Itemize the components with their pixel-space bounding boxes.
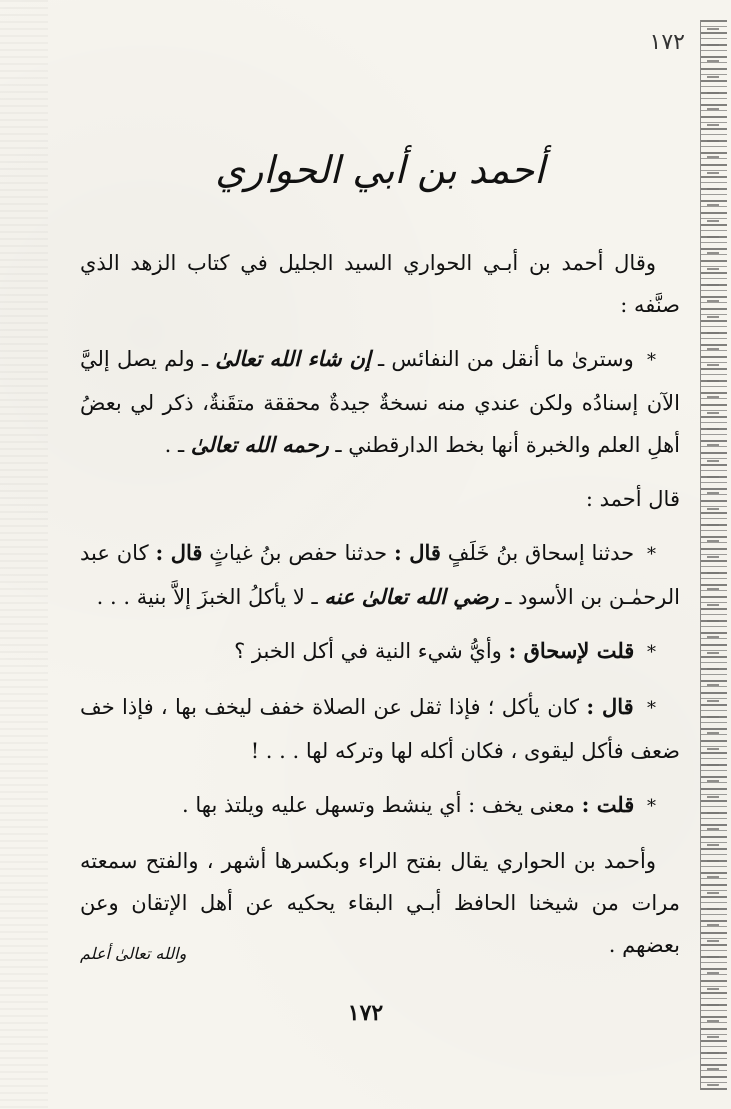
paragraph-note (80, 784, 680, 828)
page-content (80, 120, 680, 978)
star-bullet: * (647, 796, 656, 817)
paragraph-answer (80, 686, 680, 772)
corner-page-mark: ١٧٢ (649, 30, 685, 55)
honorific: رحمه الله تعالىٰ (190, 432, 329, 457)
star-bullet: * (646, 698, 656, 719)
text-segment: كان يأكل ؛ فإذا ثقل عن الصلاة خفف ليخف بها ، فإذا خف ضعف فأكل ليقوى ، فكان أكله لها وتركه لها . . . ! (80, 695, 680, 763)
star-bullet: * (647, 544, 657, 565)
qal-ahmad-text: قال أحمد : (585, 487, 680, 511)
text-segment: ـ ولم يصل إليَّ الآن إسنادُه ولكن عندي منه نسخةٌ جيدةٌ محققة متقَنةٌ، ذكر لي بعضُ أهلِ العلم والخبرة أنها بخط الدارقطني ـ (80, 347, 680, 457)
text-segment: حدثنا إسحاق بنُ خَلَفٍ (447, 541, 635, 565)
text-segment: كان عبد الرحمٰـن بن الأسود ـ (80, 541, 680, 609)
qult-keyword: قلت لإسحاق : (508, 638, 635, 663)
paragraph-question (80, 630, 680, 674)
honorific: إن شاء الله تعالىٰ (215, 346, 371, 371)
paragraph-intro (80, 242, 680, 326)
ornamental-border (700, 20, 727, 1090)
honorific: رضي الله تعالىٰ عنه (324, 584, 499, 609)
star-bullet: * (647, 350, 657, 371)
paragraph-intro-text: وقال أحمد بن أبـي الحواري السيد الجليل في كتاب الزهد الذي صنَّفه : (80, 251, 680, 317)
page-number: ١٧٢ (347, 1000, 384, 1026)
qal-keyword: قال : (586, 694, 634, 719)
chapter-title: أحمد بن أبي الحواري (215, 148, 545, 192)
paragraph-qal-ahmad (80, 478, 680, 520)
qult-keyword: قلت : (581, 792, 635, 817)
paragraph-hadith (80, 532, 680, 618)
text-segment: وسترىٰ ما أنقل من النفائس ـ (378, 347, 634, 371)
scan-left-edge (0, 0, 48, 1109)
star-bullet: * (647, 642, 656, 663)
text-segment: وأيُّ شيء النية في أكل الخبز ؟ (234, 639, 502, 663)
qal-keyword: قال : (393, 540, 441, 565)
paragraph-nafais (80, 338, 680, 466)
qal-keyword: قال : (155, 540, 203, 565)
paragraph-pronunciation-text: وأحمد بن الحواري يقال بفتح الراء وبكسرها أشهر ، والفتح سمعته مرات من شيخنا الحافظ أبـي البقاء يحكيه عن أهل الإتقان وعن بعضهم . (80, 849, 680, 957)
text-segment: ـ لا يأكلُ الخبزَ إلاَّ بنية . . . (96, 585, 318, 609)
text-segment: معنى يخف : أي ينشط وتسهل عليه ويلتذ بها . (182, 793, 575, 817)
text-segment: ـ . (164, 433, 185, 457)
text-segment: حدثنا حفص بنُ غياثٍ (209, 541, 388, 565)
closing-phrase: والله تعالىٰ أعلم (80, 944, 187, 963)
